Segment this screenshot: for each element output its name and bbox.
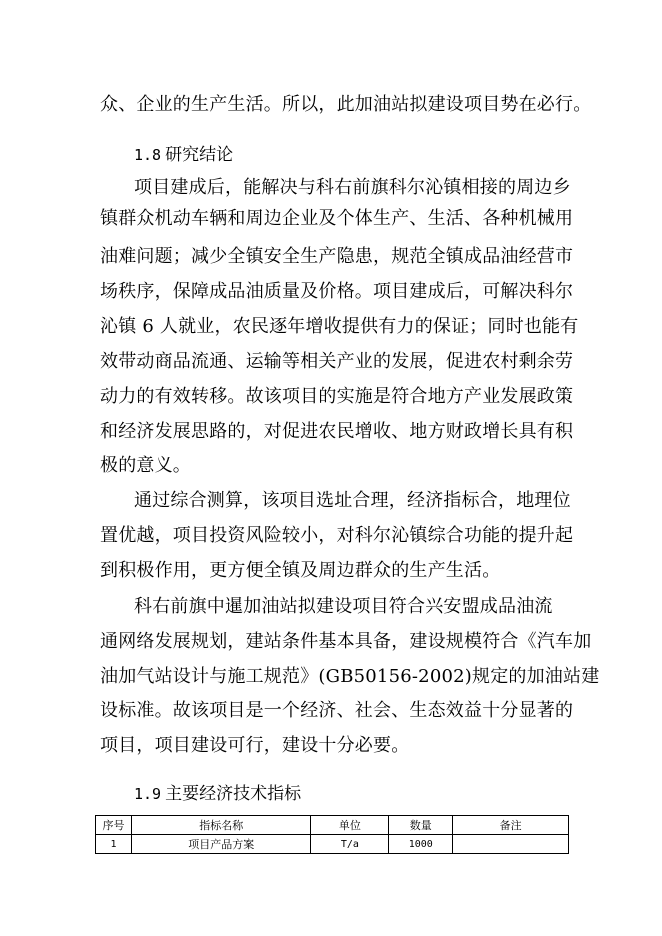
paragraph-line: 项目，项目建设可行，建设十分必要。: [100, 735, 410, 756]
table-cell: T/a: [311, 835, 389, 854]
paragraph-line: 场秩序，保障成品油质量及价格。项目建成后，可解决科尔: [100, 281, 574, 302]
paragraph-line: 动力的有效转移。故该项目的实施是符合地方产业发展政策: [100, 386, 574, 407]
paragraph-line: 项目建成后，能解决与科右前旗科尔沁镇相接的周边乡: [134, 177, 571, 198]
paragraph-line: 科右前旗中暹加油站拟建设项目符合兴安盟成品油流: [134, 596, 553, 617]
paragraph-line: 通网络发展规划，建站条件基本具备，建设规模符合《汽车加: [100, 631, 592, 652]
column-header: 数量: [389, 816, 453, 835]
column-header: 备注: [453, 816, 569, 835]
paragraph-line: 到积极作用，更方便全镇及周边群众的生产生活。: [100, 560, 501, 581]
section-number: 1.9: [134, 785, 162, 803]
table-cell: 项目产品方案: [131, 835, 311, 854]
paragraph-line: 通过综合测算，该项目选址合理，经济指标合，地理位: [134, 490, 571, 511]
section-title: 研究结论: [165, 145, 234, 165]
paragraph-line: 效带动商品流通、运输等相关产业的发展，促进农村剩余劳: [100, 351, 574, 372]
table-cell: 1: [96, 835, 132, 854]
section-number: 1.8: [134, 146, 162, 164]
section-heading-1-8: [134, 141, 233, 169]
paragraph-line: 置优越，项目投资风险较小，对科尔沁镇综合功能的提升起: [100, 525, 574, 546]
paragraph-line: 油难问题；减少全镇安全生产隐患，规范全镇成品油经营市: [100, 246, 574, 267]
paragraph-line: 镇群众机动车辆和周边企业及个体生产、生活、各种机械用: [100, 208, 574, 229]
paragraph-line: 极的意义。: [100, 455, 191, 476]
table-cell: [453, 835, 569, 854]
paragraph-line: 设标准。故该项目是一个经济、社会、生态效益十分显著的: [100, 700, 574, 721]
paragraph-line: 众、企业的生产生活。所以，此加油站拟建设项目势在必行。: [100, 94, 592, 115]
column-header: 单位: [311, 816, 389, 835]
column-header: 序号: [96, 816, 132, 835]
paragraph-line: 油加气站设计与施工规范》(GB50156-2002)规定的加油站建: [100, 666, 600, 687]
column-header: 指标名称: [131, 816, 311, 835]
section-title: 主要经济技术指标: [165, 784, 302, 804]
section-heading-1-9: [134, 780, 301, 808]
table-row: [96, 835, 569, 854]
table-cell: 1000: [389, 835, 453, 854]
paragraph-line: 和经济发展思路的，对促进农民增收、地方财政增长具有积: [100, 421, 574, 442]
table-header-row: [96, 816, 569, 835]
economic-indicators-table: [95, 815, 569, 854]
paragraph-line: 沁镇 6 人就业，农民逐年增收提供有力的保证；同时也能有: [100, 316, 579, 337]
